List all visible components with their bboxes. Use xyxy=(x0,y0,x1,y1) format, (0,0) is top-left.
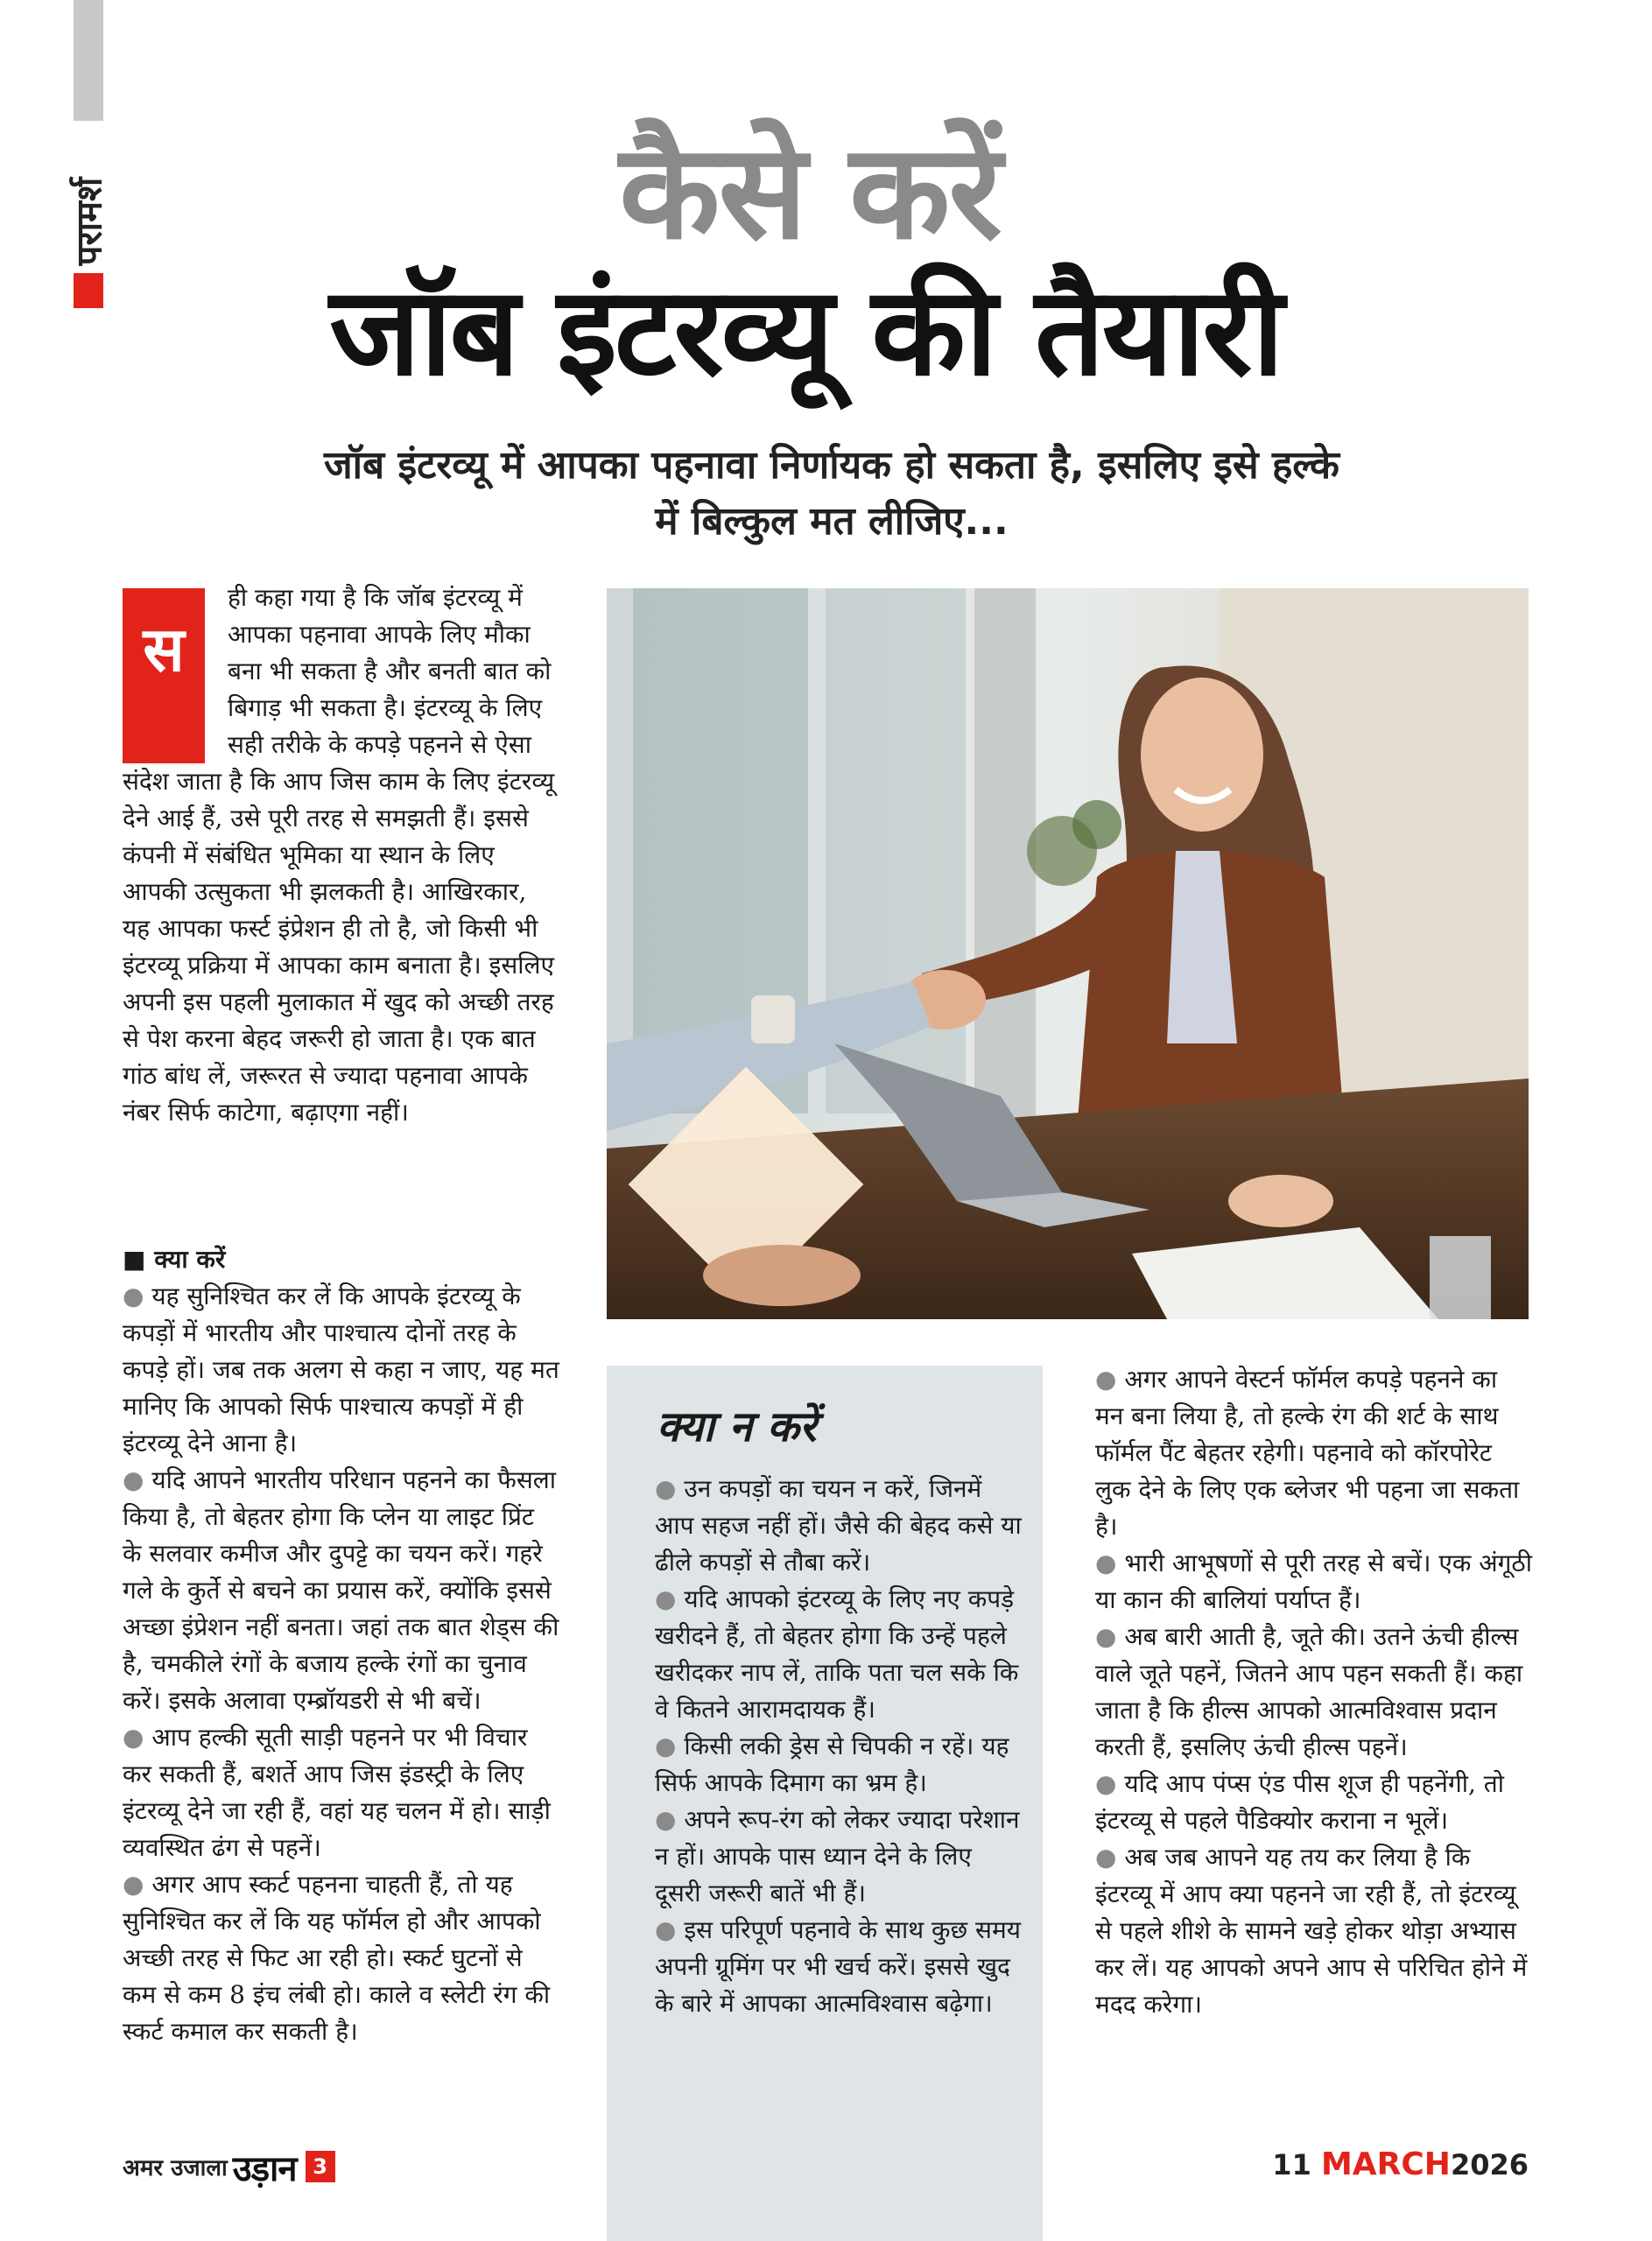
bullet-icon: ● xyxy=(655,1915,685,1944)
list-item xyxy=(1095,1619,1533,1766)
date-year: 2026 xyxy=(1450,2148,1529,2181)
date-month: MARCH xyxy=(1320,2146,1451,2182)
list-item-text: यदि आपने भारतीय परिधान पहनने का फैसला किया है, तो बेहतर होगा कि प्लेन या लाइट प्रिंट के सलवार कमीज और दुपट्टे का चयन करें। गहरे गले के कुर्ते से बचने का प्रयास करें, क्योंकि इससे अच्छा इंप्रेशन नहीं बनता। जहां तक बात शेड्स की है, चमकीले रंगों के बजाय हल्के रंगों का चुनाव करें। इसके अलावा एम्ब्रॉयडरी से भी बचें। xyxy=(123,1465,559,1715)
list-item xyxy=(655,1728,1023,1802)
list-item-text: आप हल्की सूती साड़ी पहनने पर भी विचार कर सकती हैं, बशर्ते आप जिस इंडस्ट्री के लिए इंटरव्यू देने जा रही हैं, वहां यह चलन में हो। साड़ी व्यवस्थित ढंग से पहनें। xyxy=(123,1723,551,1862)
list-item-text: किसी लकी ड्रेस से चिपकी न रहें। यह सिर्फ आपके दिमाग का भ्रम है। xyxy=(655,1732,1009,1797)
section-tag-marker xyxy=(74,273,103,308)
deck-line-2: में बिल्कुल मत लीजिए... xyxy=(655,499,1009,544)
list-item xyxy=(655,1912,1023,2022)
list-item-text: यह सुनिश्चित कर लें कि आपके इंटरव्यू के कपड़ों में भारतीय और पाश्चात्य दोनों तरह के कपड़े हों। जब तक अलग से कहा न जाए, यह मत मानिए कि आपको सिर्फ पाश्चात्य कपड़ों में ही इंटरव्यू देने आना है। xyxy=(123,1282,559,1458)
footer-brand xyxy=(123,2145,335,2188)
supplement-logo: उड़ान xyxy=(232,2148,297,2189)
bullet-icon: ● xyxy=(655,1584,685,1613)
bullet-icon: ● xyxy=(123,1870,152,1899)
list-item xyxy=(655,1802,1023,1912)
more-tips-column xyxy=(1095,1361,1533,2023)
bullet-icon: ● xyxy=(655,1732,685,1760)
bullet-icon: ● xyxy=(123,1282,152,1310)
drop-cap-spacer xyxy=(123,580,228,763)
drop-cap: स xyxy=(123,588,205,763)
section-tag: परामर्श xyxy=(69,177,110,266)
list-item-text: उन कपड़ों का चयन न करें, जिनमें आप सहज नहीं हों। जैसे की बेहद कसे या ढीले कपड़ों से तौबा करें। xyxy=(655,1474,1022,1577)
list-item-text: यदि आप पंप्स एंड पीस शूज ही पहनेंगी, तो इंटरव्यू से पहले पैडिक्योर कराना न भूलें। xyxy=(1095,1769,1504,1835)
publication-name: अमर उजाला xyxy=(123,2155,228,2181)
bullet-icon: ● xyxy=(1095,1622,1125,1651)
section-tag-bar xyxy=(74,0,103,121)
interview-handshake-photo xyxy=(607,588,1529,1319)
bullet-icon: ● xyxy=(123,1723,152,1752)
deck xyxy=(263,438,1401,550)
bullet-icon: ● xyxy=(655,1474,685,1503)
list-item xyxy=(123,1719,560,1866)
dos-heading: ■ क्या करें xyxy=(123,1245,226,1274)
list-item-text: अब बारी आती है, जूते की। उतने ऊंची हील्स वाले जूते पहनें, जितने आप पहन सकती हैं। कहा जाता है कि हील्स आपको आत्मविश्वास प्रदान करती हैं, इसलिए ऊंची हील्स पहनें। xyxy=(1095,1622,1523,1761)
headline-main: जॉब इंटरव्यू की तैयारी xyxy=(329,261,1282,404)
list-item-text: इस परिपूर्ण पहनावे के साथ कुछ समय अपनी ग्रूमिंग पर भी खर्च करें। इससे खुद के बारे में आपका आत्मविश्वास बढ़ेगा। xyxy=(655,1915,1021,2018)
list-item-text: अगर आपने वेस्टर्न फॉर्मल कपड़े पहनने का मन बना लिया है, तो हल्के रंग की शर्ट के साथ फॉर्मल पैंट बेहतर रहेगी। पहनावे को कॉरपोरेट लुक देने के लिए एक ब्लेजर भी पहना जा सकता है। xyxy=(1095,1365,1520,1541)
list-item-text: यदि आपको इंटरव्यू के लिए नए कपड़े खरीदने हैं, तो बेहतर होगा कि उन्हें पहले खरीदकर नाप लें, ताकि पता चल सके कि वे कितने आरामदायक हैं। xyxy=(655,1584,1019,1724)
list-item xyxy=(1095,1766,1533,1839)
bullet-icon: ● xyxy=(655,1805,685,1834)
bullet-icon: ● xyxy=(123,1465,152,1494)
list-item xyxy=(655,1471,1023,1581)
list-item xyxy=(123,1462,560,1719)
issue-date xyxy=(1226,2143,1529,2187)
list-item-text: अगर आप स्कर्ट पहनना चाहती हैं, तो यह सुनिश्चित कर लें कि यह फॉर्मल हो और आपको अच्छी तरह से फिट आ रही हो। स्कर्ट घुटनों से कम से कम 8 इंच लंबी हो। काले व स्लेटी रंग की स्कर्ट कमाल कर सकती है। xyxy=(123,1870,551,2046)
donts-heading: क्या न करें xyxy=(657,1402,817,1451)
bullet-icon: ● xyxy=(1095,1769,1125,1798)
date-day: 11 xyxy=(1272,2148,1311,2181)
list-item xyxy=(655,1581,1023,1728)
list-item-text: भारी आभूषणों से पूरी तरह से बचें। एक अंगूठी या कान की बालियां पर्याप्त हैं। xyxy=(1095,1549,1532,1614)
dos-column xyxy=(123,1241,560,2050)
bullet-icon: ● xyxy=(1095,1843,1125,1872)
list-item xyxy=(1095,1545,1533,1619)
page-number: 3 xyxy=(306,2151,335,2182)
intro-text: ही कहा गया है कि जॉब इंटरव्यू में आपका पहनावा आपके लिए मौका बना भी सकता है और बनती बात को बिगाड़ भी सकता है। इंटरव्यू के लिए सही तरीके के कपड़े पहनने से ऐसा संदेश जाता है कि आप जिस काम के लिए इंटरव्यू देने आई हैं, उसे पूरी तरह से समझती हैं। इससे कंपनी में संबंधित भूमिका या स्थान के लिए आपकी उत्सुकता भी झलकती है। आखिरकार, यह आपका फर्स्ट इंप्रेशन ही तो है, जो किसी भी इंटरव्यू प्रक्रिया में आपका काम बनाता है। इसलिए अपनी इस पहली मुलाकात में खुद को अच्छी तरह से पेश करना बेहद जरूरी हो जाता है। एक बात गांठ बांध लें, जरूरत से ज्यादा पहनावा आपके नंबर सिर्फ काटेगा, बढ़ाएगा नहीं। xyxy=(123,583,555,1127)
donts-column xyxy=(655,1471,1023,2022)
deck-line-1: जॉब इंटरव्यू में आपका पहनावा निर्णायक हो सकता है, इसलिए इसे हल्के xyxy=(324,443,1339,488)
list-item xyxy=(123,1866,560,2050)
bullet-icon: ● xyxy=(1095,1365,1125,1394)
list-item-text: अपने रूप-रंग को लेकर ज्यादा परेशान न हों। आपके पास ध्यान देने के लिए दूसरी जरूरी बातें भी हैं। xyxy=(655,1805,1020,1907)
intro-paragraph xyxy=(123,580,560,1131)
headline-kicker: कैसे करें xyxy=(619,116,1001,269)
bullet-icon: ● xyxy=(1095,1549,1125,1577)
list-item xyxy=(123,1278,560,1462)
list-item xyxy=(1095,1361,1533,1545)
list-item xyxy=(1095,1839,1533,2023)
list-item-text: अब जब आपने यह तय कर लिया है कि इंटरव्यू में आप क्या पहनने जा रही हैं, तो इंटरव्यू से पहले शीशे के सामने खड़े होकर थोड़ा अभ्यास कर लें। यह आपको अपने आप से परिचित होने में मदद करेगा। xyxy=(1095,1843,1528,2019)
